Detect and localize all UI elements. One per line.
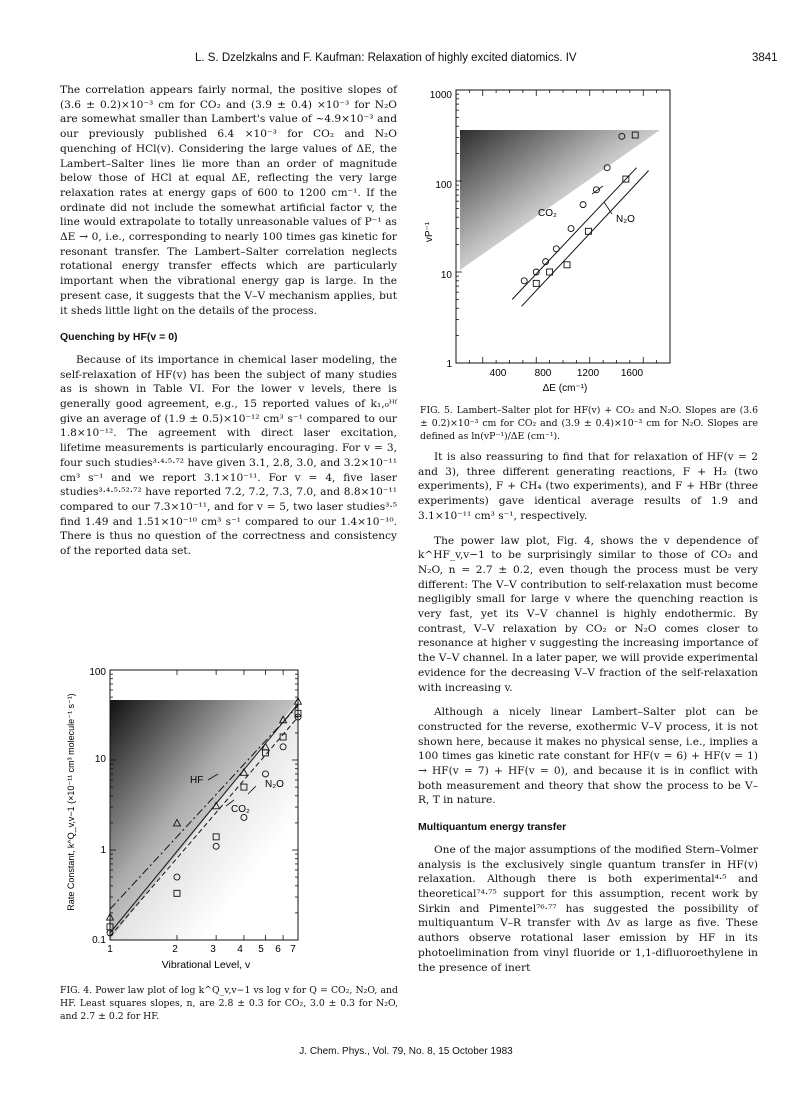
paragraph: The power law plot, Fig. 4, shows the v dependence of k^HF_v,v−1 to be surprisingly similar to those of CO₂ and N₂O, n = 2.7 ± 0.2, even though the process must be very different: The V–V contribution to self-relaxation must become negligibly small for large v where the quenching reaction is very fast, yet its V–V channel is highly endothermic. By contrast, V–V relaxation by CO₂ or N₂O comes closer to resonance at higher v suggesting the increasing importance of the V–V channel. In a later paper, we will provide experimental evidence for the decreasing V–V fraction of the self-relaxation with increasing v. [418, 534, 758, 694]
running-header [0, 52, 812, 72]
x-tick-label: 3 [210, 944, 216, 955]
figure-4-caption: FIG. 4. Power law plot of log k^Q_v,v−1 vs log v for Q = CO₂, N₂O, and HF. Least squares slopes, n, are 2.8 ± 0.3 for CO₂, 3.0 ± 0.3 for N₂O, and 2.7 ± 0.2 for HF. [60, 985, 398, 1022]
header-title: L. S. Dzelzkalns and F. Kaufman: Relaxation of highly excited diatomics. IV [195, 52, 577, 64]
y-tick-label: 100 [435, 180, 452, 191]
paragraph: Although a nicely linear Lambert–Salter plot can be constructed for the reverse, exothermic V–V process, it is not shown here, because it makes no physical sense, i.e., implies a 100 times gas kinetic rate constant for HF(v = 6) + HF(v = 1) → HF(v = 7) + HF(v = 0), and because it is in conflict with both measurement and theory that show the process to be V–R, T in nature. [418, 706, 758, 807]
figure-5-caption: FIG. 5. Lambert–Salter plot for HF(v) + CO₂ and N₂O. Slopes are (3.6 ± 0.2)×10⁻³ cm for CO₂ and (3.9 ± 0.4)×10⁻³ cm for N₂O. Slopes are defined as ln(vP⁻¹)/ΔE (cm⁻¹). [420, 405, 758, 442]
section-heading: Quenching by HF(v = 0) [60, 331, 178, 344]
x-tick-label: 1600 [620, 368, 644, 379]
series-label-co2: CO₂ [231, 804, 250, 815]
figure-5-chart [420, 82, 680, 394]
paragraph: It is also reassuring to find that for relaxation of HF(v = 2 and 3), three different generating reactions, F + H₂ (two experiments), F + CH₄ (two experiments), and F + HBr (three experiments) gave identical average results of 1.9 and 3.1×10⁻¹¹ cm³ s⁻¹, respectively. [418, 451, 758, 522]
journal-footer: J. Chem. Phys., Vol. 79, No. 8, 15 October 1983 [299, 1046, 513, 1057]
y-tick-label: 1 [100, 845, 106, 856]
y-axis-label: Rate Constant, k^Q_v,v−1 (×10⁻¹¹ cm³ molecule⁻¹ s⁻¹) [66, 693, 76, 911]
x-tick-label: 400 [489, 368, 507, 379]
y-tick-label: 1 [446, 359, 452, 370]
paragraph: The correlation appears fairly normal, the positive slopes of (3.6 ± 0.2)×10⁻³ cm for CO₂ and (3.9 ± 0.4) ×10⁻³ for N₂O are somewhat smaller than Lambert's value of ~4.9×10⁻³ and our previously published 6.4 ×10⁻³ for CO₂ and N₂O quenching of HCl(v). Considering the large values of ΔE, the Lambert–Salter lines lie more than an order of magnitude below those of HCl at equal ΔE, reflecting the very large relaxation rates at energy gaps of 600 to 1200 cm⁻¹. If the ordinate did not include the somewhat artificial factor v, the line would extrapolate to totally unreasonable values of P⁻¹ as ΔE → 0, i.e., corresponding to nearly 100 times gas kinetic for resonant transfer. The Lambert–Salter correlation neglects rotational energy transfer effects which are particularly important when the vibrational energy gap is large. In the present case, it suggests that the V–V mechanism applies, but it sheds little light on the details of the process. [60, 84, 397, 317]
x-tick-label: 2 [172, 944, 178, 955]
left-column [60, 83, 397, 569]
figure-4-chart [58, 662, 320, 972]
y-tick-label: 10 [94, 754, 106, 765]
y-axis-label: vP⁻¹ [424, 221, 435, 243]
series-label-n2o: N₂O [616, 214, 635, 225]
paragraph: One of the major assumptions of the modified Stern–Volmer analysis is the exclusively single quantum transfer in HF(v) relaxation. Although there is both experimental⁴·⁵ and theoretical⁷⁴·⁷⁵ support for this assumption, recent work by Sirkin and Pimentel⁷⁶·⁷⁷ has suggested the possibility of multiquantum V–R transfer with Δv as large as five. These authors observe rotational laser emission by HF in its photoelimination from vinyl fluoride or 1,1-difluoroethylene in the presence of inert [418, 843, 758, 974]
data-point [533, 280, 539, 286]
x-axis-label: ΔE (cm⁻¹) [542, 383, 588, 394]
x-tick-label: 7 [290, 944, 296, 955]
y-tick-label: 10 [440, 270, 452, 281]
x-tick-label: 4 [237, 944, 243, 955]
data-point [521, 278, 527, 284]
right-column [418, 450, 758, 985]
series-label-n2o: N₂O [265, 779, 284, 790]
y-tick-label: 1000 [429, 90, 452, 101]
series-label-hf: HF [190, 775, 204, 786]
page-number: 3841 [752, 52, 778, 64]
x-tick-label: 6 [275, 944, 281, 955]
x-tick-label: 1 [107, 944, 113, 955]
y-tick-label: 0.1 [92, 935, 106, 946]
x-axis-label: Vibrational Level, v [161, 959, 251, 971]
x-tick-label: 800 [534, 368, 552, 379]
series-label-co2: CO₂ [538, 208, 557, 219]
y-tick-label: 100 [89, 667, 106, 678]
section-heading: Multiquantum energy transfer [418, 821, 567, 834]
x-tick-label: 5 [258, 944, 264, 955]
paragraph: Because of its importance in chemical laser modeling, the self-relaxation of HF(v) has been the subject of many studies as is shown in Table VI. For the lower v levels, there is generally good agreement, e.g., 15 reported values of k₁,₀ᴴᶠ give an average of (1.9 ± 0.5)×10⁻¹² cm³ s⁻¹ compared to our 1.8×10⁻¹². The agreement with direct laser excitation, lifetime measurements is particularly encouraging. For v = 3, four such studies³·⁴·⁵·⁷² have given 3.1, 2.8, 3.0, and 3.2×10⁻¹¹ cm³ s⁻¹ and we report 3.1×10⁻¹¹. For v = 4, five laser studies³·⁴·⁵·⁵²·⁷² have reported 7.2, 7.2, 7.3, 7.0, and 8.8×10⁻¹¹ compared to our 7.3×10⁻¹¹, and for v = 5, two laser studies³·⁵ find 1.49 and 1.51×10⁻¹⁰ cm³ s⁻¹ compared to our 1.4×10⁻¹⁰. There is thus no question of the correctness and consistency of the reported data set. [60, 353, 397, 558]
x-tick-label: 1200 [576, 368, 600, 379]
